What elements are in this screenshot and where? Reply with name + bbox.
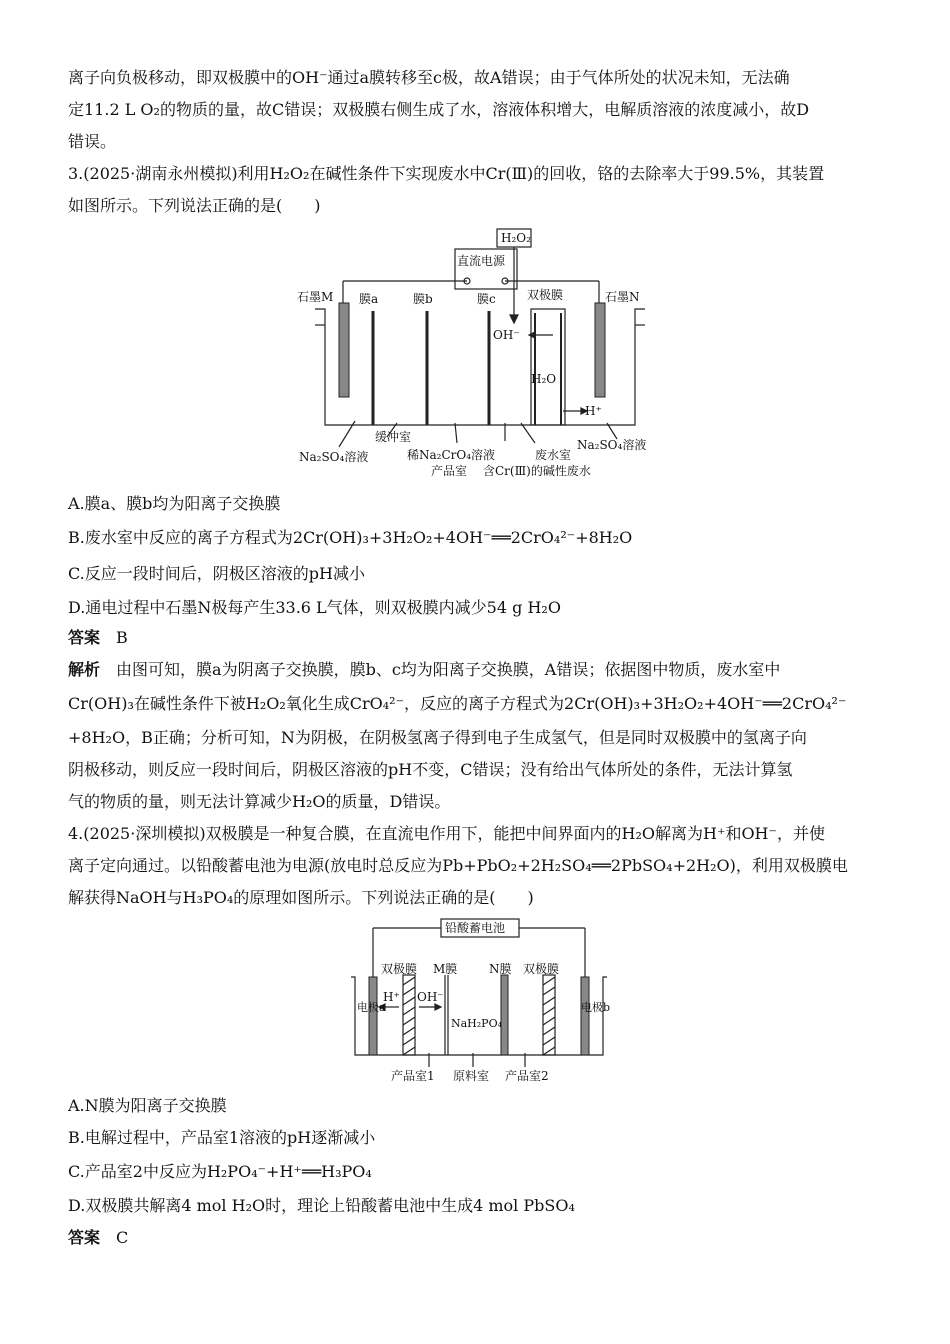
bipolar-left-label: 双极膜 — [381, 962, 418, 976]
solution-text-line: 定11.2 L O₂的物质的量，故C错误；双极膜右侧生成了水，溶液体积增大，电解质溶液的浓度减小，故D — [68, 100, 810, 119]
q3-analysis-line — [68, 659, 888, 681]
nah2po4-label: NaH₂PO₄ — [451, 1017, 503, 1030]
electrode-b-label: 电极b — [581, 1001, 611, 1014]
q3-answer — [68, 627, 888, 649]
answer-value: C — [116, 1228, 129, 1247]
answer-label: 答案 — [68, 628, 101, 647]
na2cro4-label: 稀Na₂CrO₄溶液 — [407, 448, 496, 462]
oh-ion-label: OH⁻ — [417, 990, 444, 1004]
waste-desc-label: 含Cr(Ⅲ)的碱性废水 — [483, 464, 591, 478]
q3-option-c: C.反应一段时间后，阴极区溶液的pH减小 — [68, 564, 365, 583]
product-room-label: 产品室 — [431, 464, 468, 478]
q4-option-c: C.产品室2中反应为H₂PO₄⁻+H⁺══H₃PO₄ — [68, 1162, 372, 1181]
question-3-stem: 3.(2025·湖南永州模拟)利用H₂O₂在碱性条件下实现废水中Cr(Ⅲ)的回收，铬的去除率大于99.5%，其装置 — [68, 164, 825, 183]
h-ion-label: H⁺ — [383, 990, 400, 1004]
q3-analysis-line: 阴极移动，则反应一段时间后，阴极区溶液的pH不变，C错误；没有给出气体所处的条件，无法计算氢 — [68, 760, 793, 779]
electrode-n-label: 石墨N — [605, 290, 640, 304]
question-4-stem: 离子定向通过。以铅酸蓄电池为电源(放电时总反应为Pb+PbO₂+2H₂SO₄══2PbSO₄+2H₂O)，利用双极膜电 — [68, 856, 848, 875]
q3-option-d: D.通电过程中石墨N极每产生33.6 L气体，则双极膜内减少54 g H₂O — [68, 598, 561, 617]
product-room-1-label: 产品室1 — [391, 1069, 435, 1083]
q4-option-b: B.电解过程中，产品室1溶液的pH逐渐减小 — [68, 1128, 376, 1147]
membrane-n-label: N膜 — [489, 962, 512, 976]
product-room-2-label: 产品室2 — [505, 1069, 549, 1083]
q3-electrolysis-diagram — [295, 225, 665, 485]
q4-electrolysis-diagram — [345, 915, 615, 1090]
membrane-c-label: 膜c — [477, 292, 496, 306]
oh-label: OH⁻ — [493, 328, 520, 342]
q4-option-d: D.双极膜共解离4 mol H₂O时，理论上铅酸蓄电池中生成4 mol PbSO₄ — [68, 1196, 575, 1215]
electrode-m-label: 石墨M — [297, 290, 334, 304]
buffer-room-label: 缓冲室 — [375, 430, 412, 444]
analysis-text: 由图可知，膜a为阴离子交换膜，膜b、c均为阳离子交换膜，A错误；依据图中物质，废水室中 — [116, 660, 781, 679]
answer-value: B — [116, 628, 128, 647]
answer-label: 答案 — [68, 1228, 101, 1247]
q4-option-a: A.N膜为阳离子交换膜 — [68, 1096, 227, 1115]
q3-analysis-line: +8H₂O，B正确；分析可知，N为阴极，在阴极氢离子得到电子生成氢气，但是同时双极膜中的氢离子向 — [68, 728, 807, 747]
membrane-b-label: 膜b — [413, 292, 433, 306]
power-label: 直流电源 — [457, 254, 506, 268]
q3-analysis-line: Cr(OH)₃在碱性条件下被H₂O₂氧化生成CrO₄²⁻，反应的离子方程式为2Cr(OH)₃+3H₂O₂+4OH⁻══2CrO₄²⁻ — [68, 694, 847, 713]
q3-analysis-line: 气的物质的量，则无法计算减少H₂O的质量，D错误。 — [68, 792, 451, 811]
bipolar-membrane-label: 双极膜 — [527, 288, 564, 302]
h2o2-label: H₂O₂ — [501, 231, 531, 245]
bipolar-right-label: 双极膜 — [523, 962, 560, 976]
question-3-stem: 如图所示。下列说法正确的是( ) — [68, 196, 321, 215]
raw-material-room-label: 原料室 — [453, 1069, 490, 1083]
analysis-label: 解析 — [68, 660, 101, 679]
na2so4-left-label: Na₂SO₄溶液 — [299, 450, 369, 464]
membrane-m-label: M膜 — [433, 962, 458, 976]
q3-option-b: B.废水室中反应的离子方程式为2Cr(OH)₃+3H₂O₂+4OH⁻══2CrO₄²⁻+8H₂O — [68, 528, 633, 547]
q3-option-a: A.膜a、膜b均为阳离子交换膜 — [68, 494, 281, 513]
battery-label: 铅酸蓄电池 — [445, 921, 506, 935]
h-label: H⁺ — [585, 404, 602, 418]
h2o-label: H₂O — [531, 372, 557, 386]
membrane-a-label: 膜a — [359, 292, 379, 306]
solution-text-line: 离子向负极移动，即双极膜中的OH⁻通过a膜转移至c极，故A错误；由于气体所处的状况未知，无法确 — [68, 68, 790, 87]
electrode-a-label: 电极a — [357, 1001, 386, 1014]
na2so4-right-label: Na₂SO₄溶液 — [577, 438, 647, 452]
question-4-stem: 解获得NaOH与H₃PO₄的原理如图所示。下列说法正确的是( ) — [68, 888, 534, 907]
question-4-stem: 4.(2025·深圳模拟)双极膜是一种复合膜，在直流电作用下，能把中间界面内的H₂O解离为H⁺和OH⁻，并使 — [68, 824, 825, 843]
waste-room-label: 废水室 — [535, 448, 572, 462]
q4-answer — [68, 1227, 888, 1249]
solution-text-line: 错误。 — [68, 132, 117, 151]
